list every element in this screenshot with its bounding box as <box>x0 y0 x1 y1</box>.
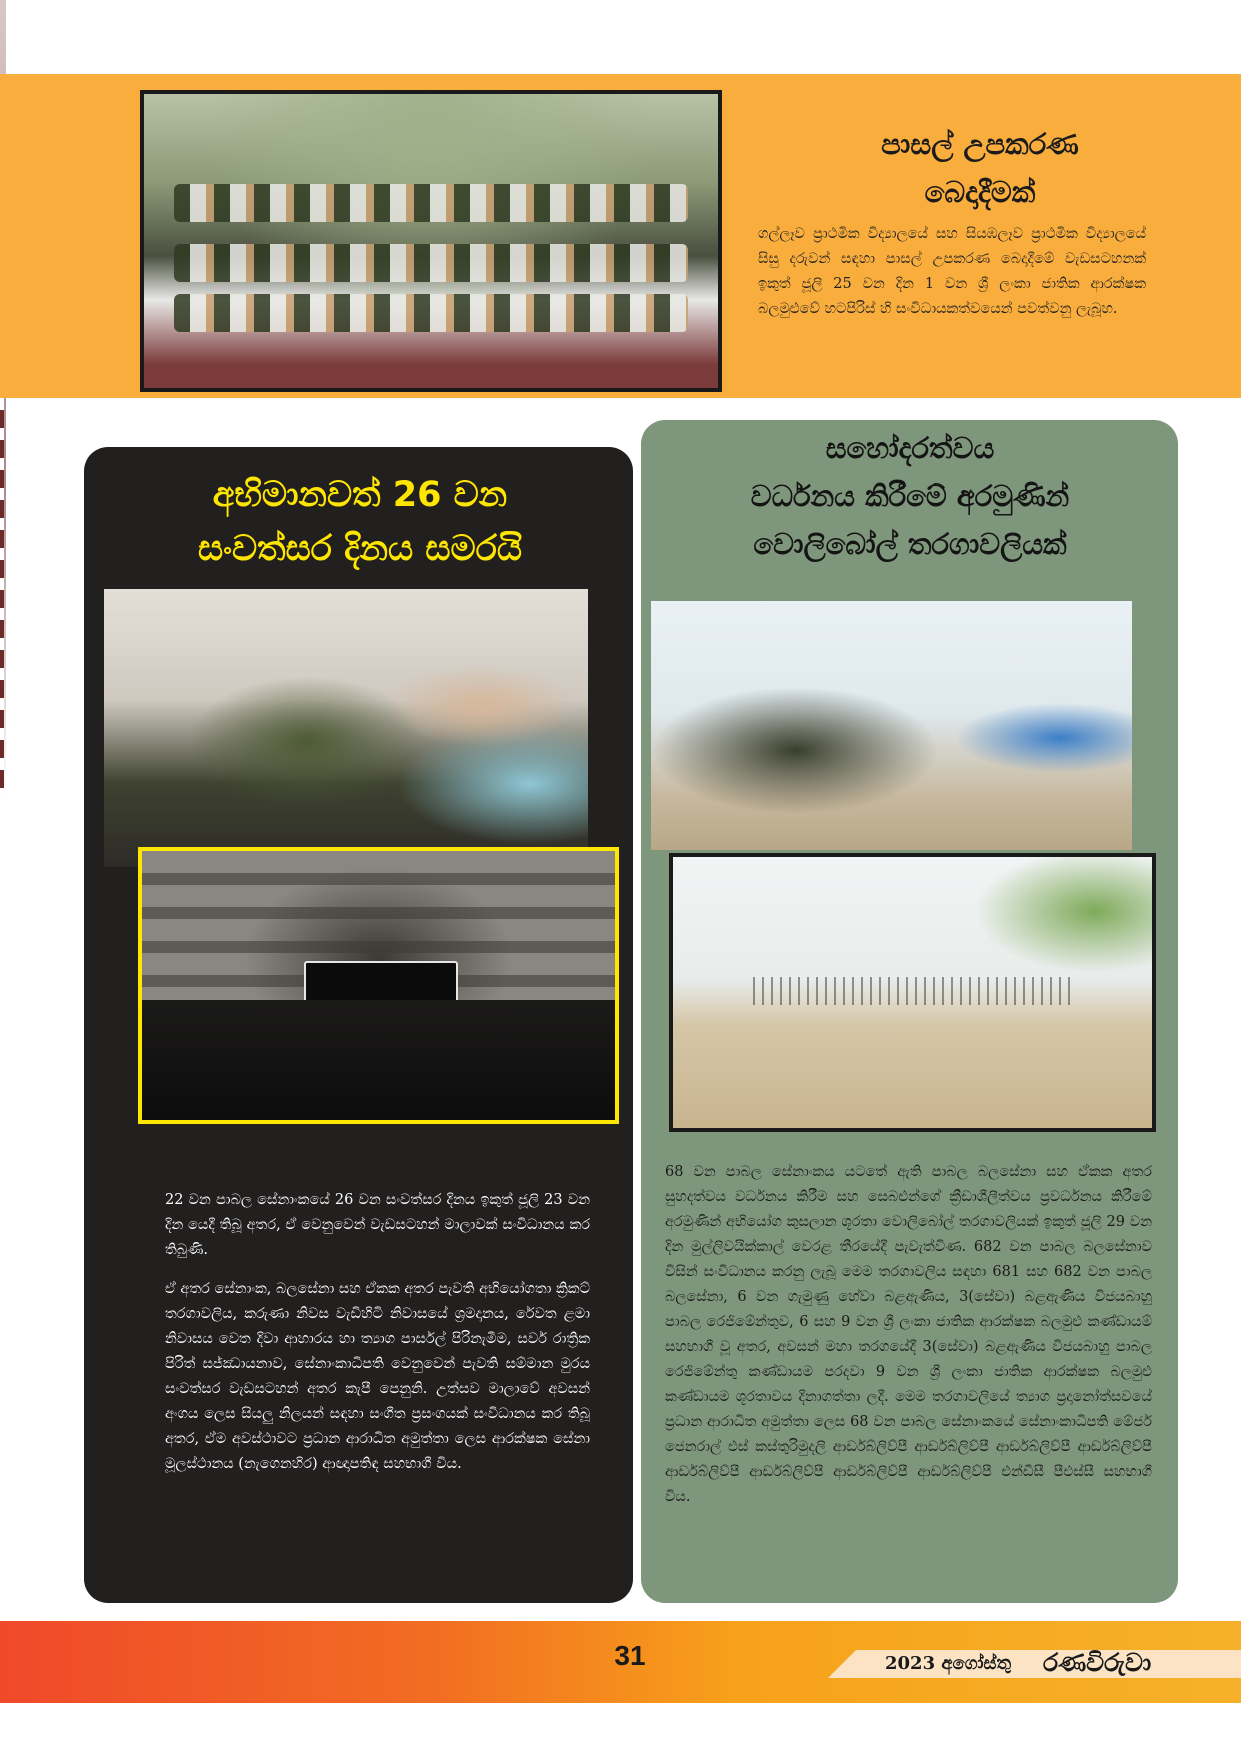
certificate-presentation-photo <box>104 589 588 867</box>
anniversary-paragraph-1: 22 වන පාබල සේනාංකයේ 26 වන සංවත්සර දිනය ඉකුත් ජූලි 23 වන දින යෙදී තිබූ අතර, ඒ වෙනුවෙන් වැඩසටහන් මාලාවක් සංවිධානය කර තිබුණි. <box>165 1192 590 1258</box>
concert-photo <box>138 847 619 1124</box>
concert-stage <box>142 1000 615 1120</box>
page-number: 31 <box>614 1640 646 1671</box>
volleyball-title-line2: වර්ධනය කිරීමේ අරමුණින් <box>750 479 1070 513</box>
anniversary-title-line2: සංවත්සර දිනය සමරයි <box>197 529 523 569</box>
anniversary-title-line1: අභිමානවත් 26 වන <box>212 475 508 515</box>
issue-date: 2023 අගෝස්තු <box>885 1653 1012 1674</box>
school-title-line1: පාසල් උපකරණ <box>881 127 1079 161</box>
photo-people-row <box>174 184 688 222</box>
volleyball-article-title <box>650 424 1170 568</box>
photo-people-row <box>174 294 688 332</box>
volleyball-title-line1: සහෝදරත්වය <box>825 431 995 465</box>
page-edge-stripes <box>0 380 4 800</box>
magazine-name: රණවිරුවා <box>1043 1648 1152 1677</box>
school-article-body: ගල්ලෑව ප්‍රාථමික විද්‍යාලයේ සහ සියඹලෑව ප්‍රාථමික විද්‍යාලයේ සිසු දරුවන් සඳහා පාසල් උපකරණ බෙදාදීමේ වැඩසටහනක් ඉකුත් ජූලි 25 වන දින 1 වන ශ්‍රී ලංකා ජාතික ආරක්ෂක බලමුළුවේ හටපිරිස් හි සංවිධායකත්වයෙන් පවත්වනු ලැබූහ. <box>758 226 1146 317</box>
photo-people-row <box>174 244 688 282</box>
handshake-photo <box>651 601 1132 850</box>
anniversary-article-title <box>110 468 610 576</box>
volleyball-article-body: 68 වන පාබල සේනාංකය යටතේ ඇති පාබල බලසේනා සහ ඒකක අතර සුහදත්වය වර්ධනය කිරීම සහ සෙබළුන්ගේ ක්‍රීඩාශීලීත්වය ප්‍රවර්ධනය කිරීමේ අරමුණින් අභියෝග කුසලාන ශූරතා වොලිබෝල් තරගාවලියක් ඉකුත් ජූලි 29 වන දින මුල්ලිවයික්කාල් වෙරළ තීරයේදී පැවැත්විණ. 682 වන පාබල බලසේනාව විසින් සංවිධානය කරනු ලැබූ මෙම තරගාවලිය සඳහා 681 සහ 682 වන පාබල බලසේනා, 6 වන ගැමුණු හේවා බළඇණිය, 3(සේවා) බළඇණිය විජයබාහු පාබල රෙජිමේන්තුව, 6 සහ 9 වන ශ්‍රී ලංකා ජාතික ආරක්ෂක බලමුළු කණ්ඩායම් සහභාගී වූ අතර, අවසන් මහා තරගයේදී 3(සේවා) බළඇණිය විජයබාහු පාබල රෙජිමේන්තු කණ්ඩායම පරදවා 9 වන ශ්‍රී ලංකා ජාතික ආරක්ෂක බලමුළු කණ්ඩායම ශූරතාවය දිනාගත්තා ලදී. මෙම තරගාවලියේ ත්‍යාග ප්‍රදානෝත්සවයේ ප්‍රධාන ආරාධිත අමුත්තා ලෙස 68 වන පාබල සේනාංකයේ සේනාංකාධිපති මේජර් ජෙනරාල් එස් කස්තුරිමුදලි ආර්ඩබ්ලිව්පී ආර්ඩබ්ලිව්පී ආර්ඩබ්ලිව්පී ආර්ඩබ්ලිව්පී ආර්ඩබ්ලිව්පී ආර්ඩබ්ලිව්පී ආර්ඩබ්ලිව්පී ආර්ඩබ්ලිව්පී එන්ඩීසී පීඑස්සී සහභාගී විය. <box>665 1164 1152 1505</box>
volleyball-title-line3: වොලිබෝල් තරගාවලියක් <box>753 527 1067 561</box>
anniversary-paragraph-2: ඒ අතර සේනාංක, බලසේනා සහ ඒකක අතර පැවති අභියෝගතා ක්‍රිකට් තරගාවලිය, කරුණා නිවස වැඩිහිටි නිවාසයේ ශ්‍රමදානය, රේවත ළමා නිවාසය වෙත දිවා ආහාරය හා ත්‍යාග පාර්සල් පිරිනැමීම, සර්ව රාත්‍රික පිරිත් සජ්ඣායනාව, සේනාංකාධිපති වෙනුවෙන් පැවති සම්මාන මුරය සංවත්සර වැඩසටහන් අතර කැපී පෙනුනි. උත්සව මාලාවේ අවසන් අංගය ලෙස සියලු නිලයන් සඳහා සංගීත ප්‍රසංගයක් සංවිධානය කර තිබූ අතර, ඒම අවස්ථාවට ප්‍රධාන ආරාධිත අමුත්තා ලෙස ආරක්ෂක සේනා මූලස්ථානය (නැගෙනහිර) ආඥාපතිඳ සහභාගී විය. <box>165 1281 590 1472</box>
school-title-line2: බෙදාදීමක් <box>924 175 1036 209</box>
school-group-photo <box>140 90 722 392</box>
volleyball-match-photo <box>669 853 1156 1132</box>
school-article-title <box>760 120 1200 216</box>
anniversary-article-body <box>165 1188 590 1491</box>
volleyball-net <box>753 977 1073 1005</box>
